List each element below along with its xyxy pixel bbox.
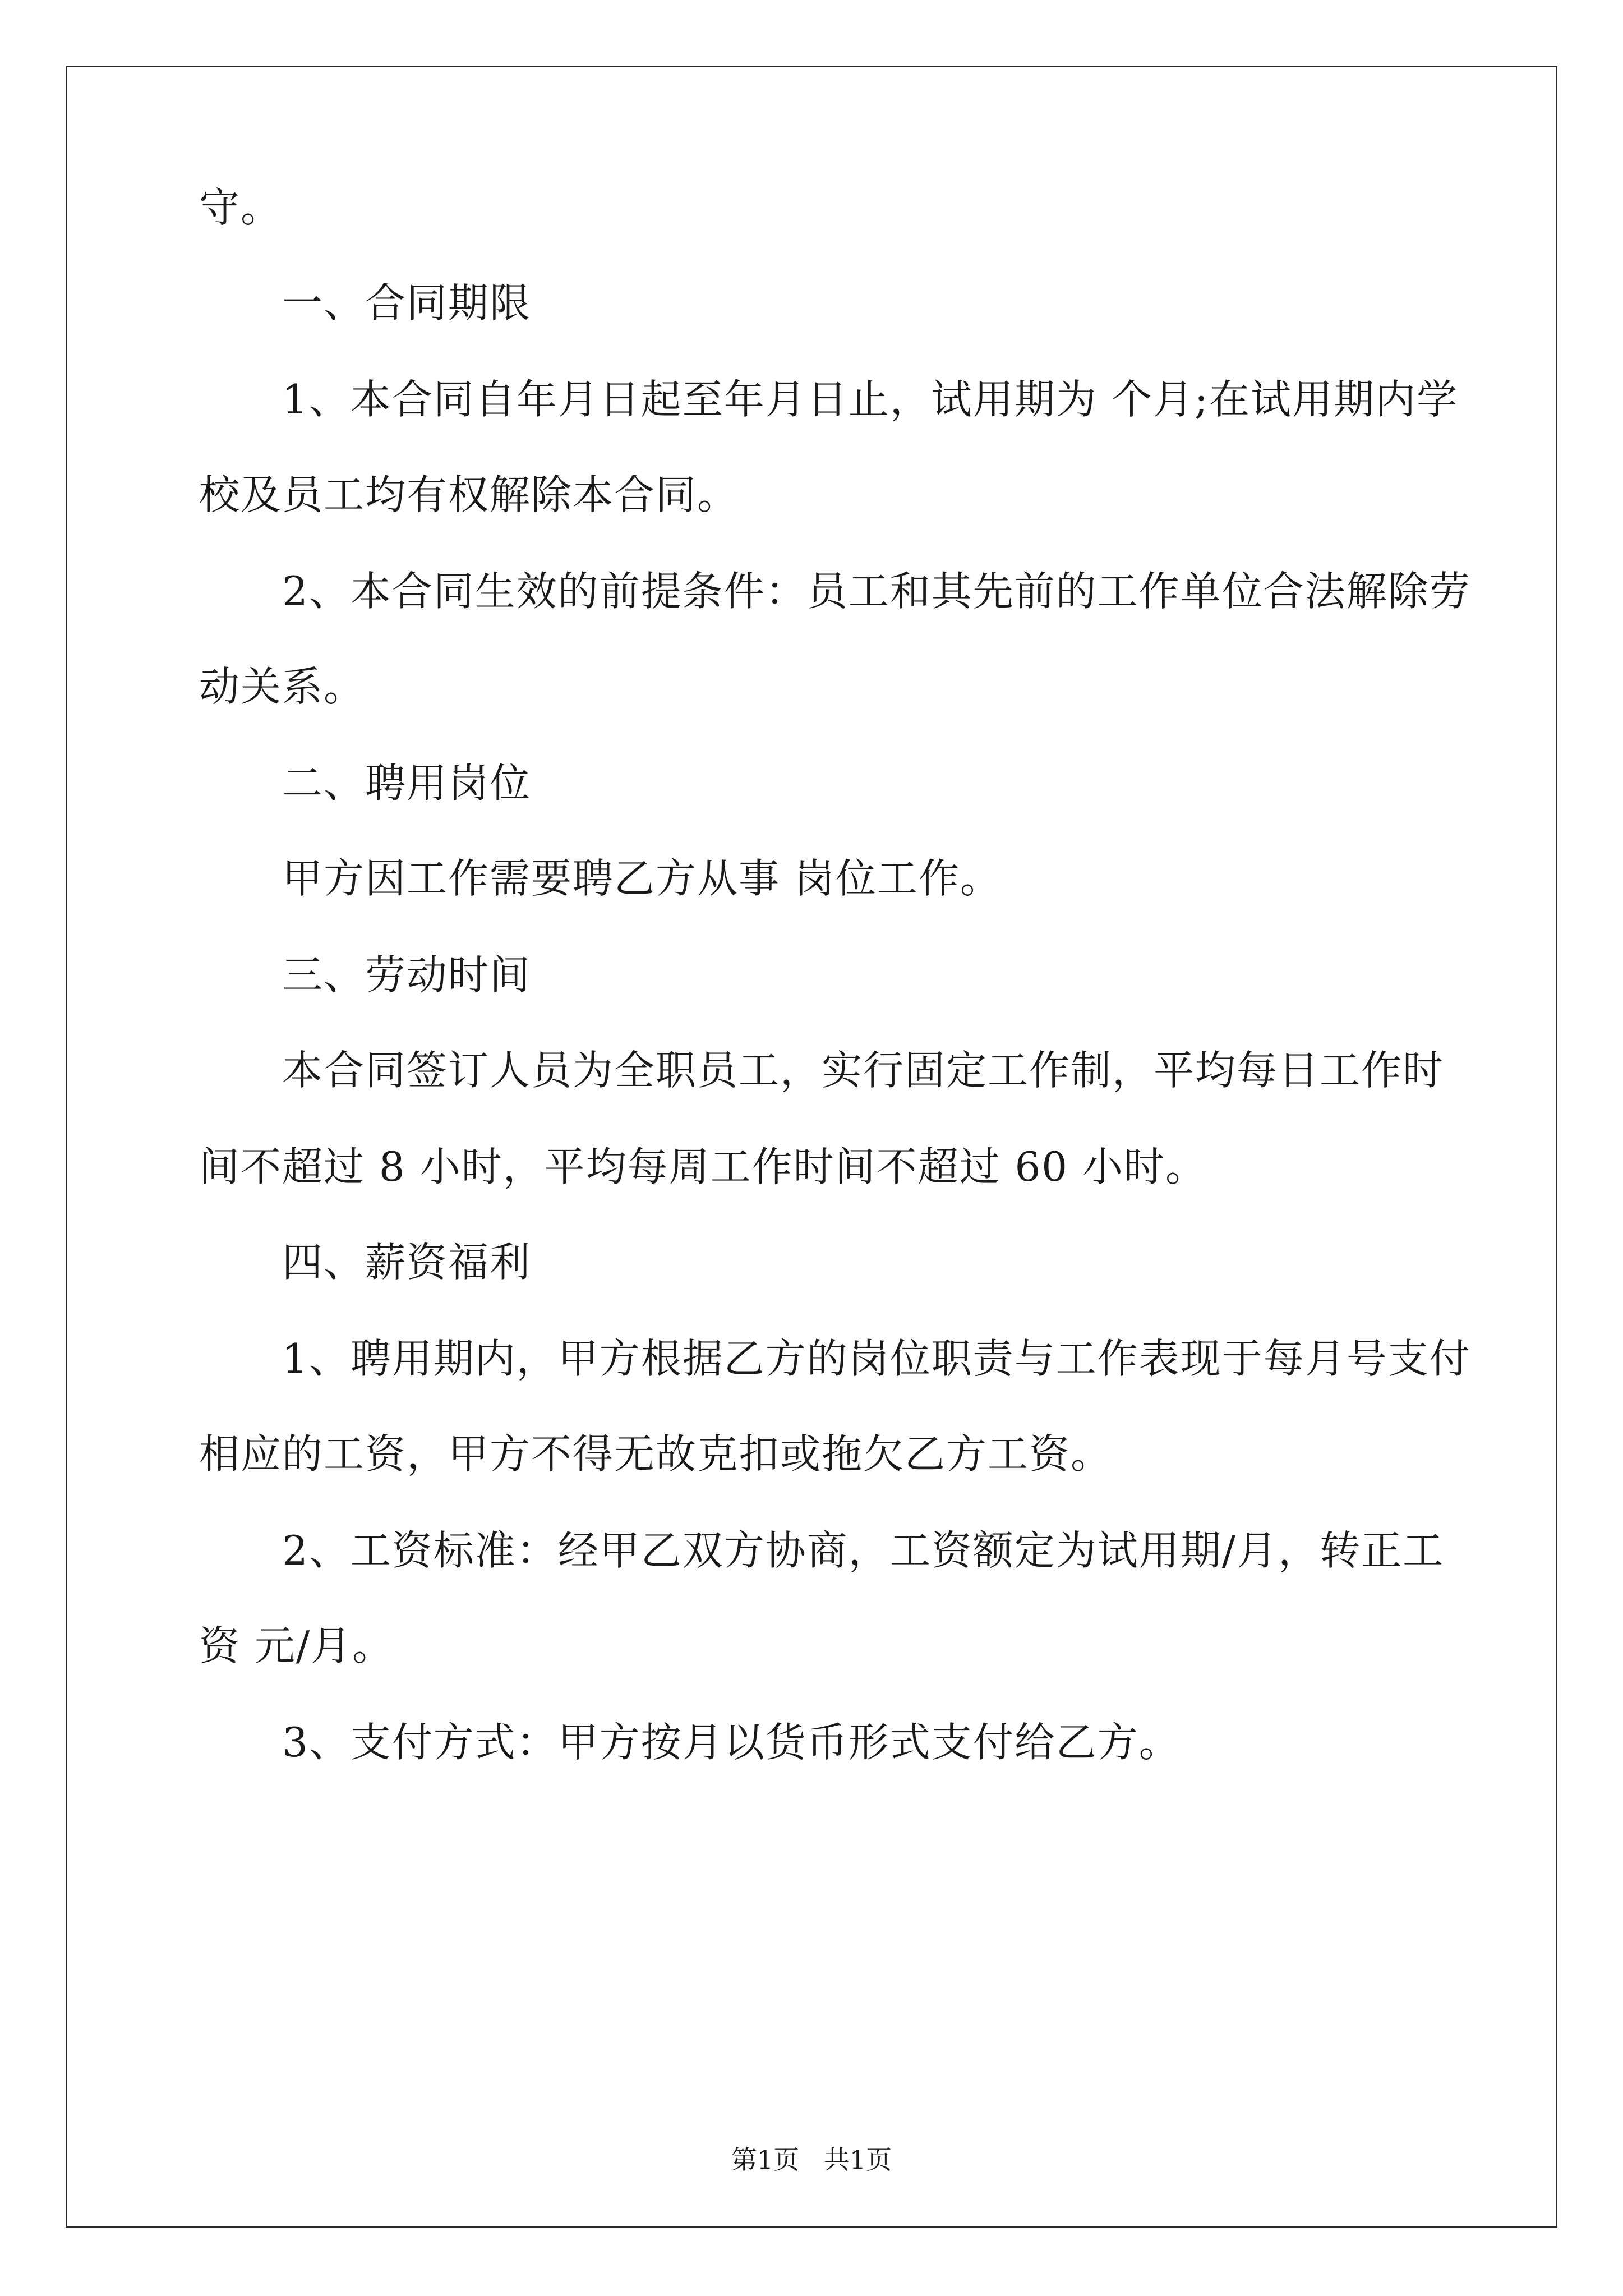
paragraph-line: 相应的工资，甲方不得无故克扣或拖欠乙方工资。 (199, 1430, 1113, 1478)
paragraph-line: 动关系。 (199, 663, 366, 710)
paragraph-line: 本合同签订人员为全职员工，实行固定工作制，平均每日工作时 (282, 1047, 1445, 1094)
paragraph-line: 间不超过 8 小时，平均每周工作时间不超过 60 小时。 (199, 1143, 1207, 1190)
page-number-footer: 第1页 共1页 (731, 2145, 892, 2175)
paragraph-line: 3、支付方式：甲方按月以货币形式支付给乙方。 (282, 1719, 1181, 1766)
section-heading: 四、薪资福利 (282, 1239, 532, 1286)
section-heading: 二、聘用岗位 (282, 760, 532, 807)
paragraph-line: 校及员工均有权解除本合同。 (199, 471, 739, 518)
section-heading: 三、劳动时间 (282, 951, 532, 999)
section-heading: 一、合同期限 (282, 279, 532, 326)
paragraph-line: 1、本合同自年月日起至年月日止，试用期为 个月;在试用期内学 (282, 376, 1458, 423)
paragraph-line: 甲方因工作需要聘乙方从事 岗位工作。 (282, 855, 1002, 902)
paragraph-line: 1、聘用期内，甲方根据乙方的岗位职责与工作表现于每月号支付 (282, 1335, 1471, 1382)
paragraph-line: 资 元/月。 (199, 1622, 394, 1669)
paragraph-line: 2、工资标准：经甲乙双方协商，工资额定为试用期/月，转正工 (282, 1527, 1445, 1574)
paragraph-line: 2、本合同生效的前提条件：员工和其先前的工作单位合法解除劳 (282, 568, 1471, 615)
paragraph-line: 守。 (199, 184, 283, 231)
